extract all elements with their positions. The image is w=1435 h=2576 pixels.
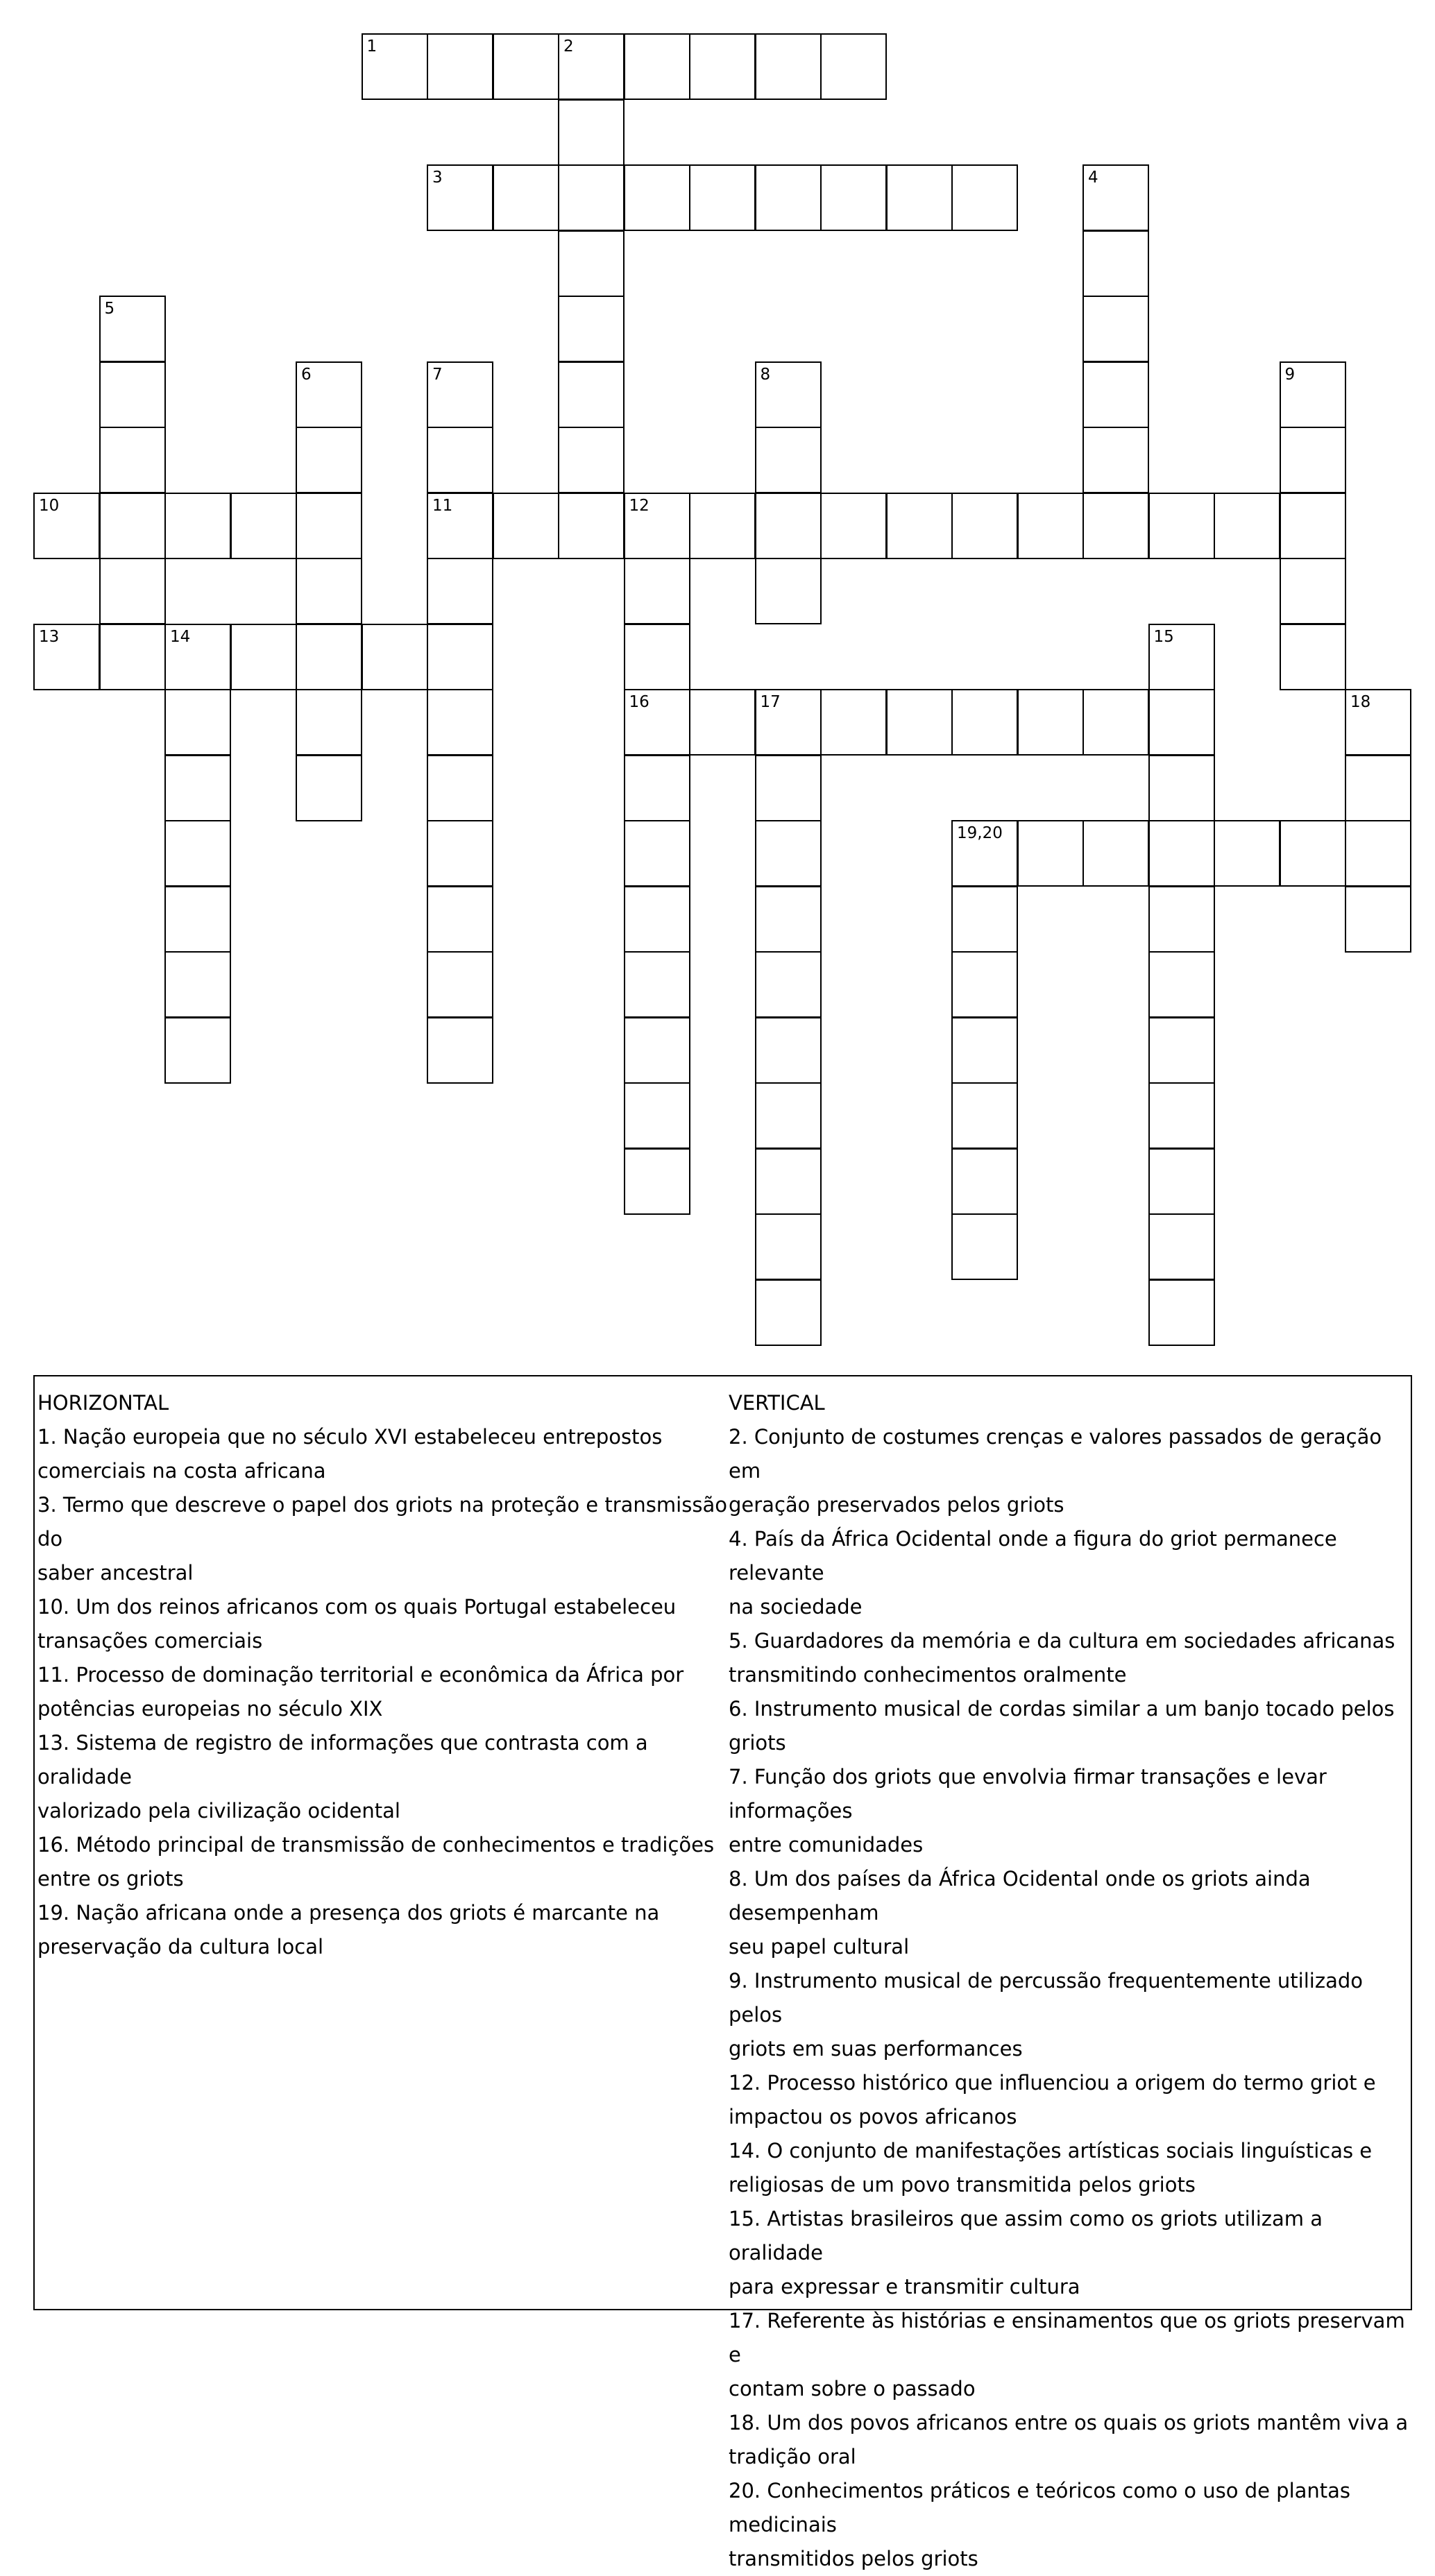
crossword-cell[interactable] — [624, 755, 690, 821]
clue-line: 19. Nação africana onde a presença dos griots é marcante na — [37, 1901, 660, 1925]
clue-line: contam sobre o passado — [729, 2377, 976, 2400]
clue-line: 7. Função dos griots que envolvia firmar transações e levar informações — [729, 1765, 1327, 1823]
crossword-cell[interactable] — [164, 689, 231, 756]
clue-number: 17 — [760, 693, 781, 711]
clue-line: 5. Guardadores da memória e da cultura em sociedades africanas — [729, 1629, 1395, 1653]
crossword-cell[interactable] — [558, 230, 625, 297]
crossword-cell[interactable] — [755, 1017, 822, 1084]
crossword-cell[interactable] — [624, 1082, 690, 1149]
clue-line: 1. Nação europeia que no século XVI estabeleceu entrepostos — [37, 1425, 663, 1449]
crossword-cell[interactable] — [755, 1082, 822, 1149]
crossword-cell[interactable] — [1214, 820, 1280, 887]
vertical-clue — [729, 2066, 1412, 2134]
crossword-cell[interactable] — [33, 624, 100, 690]
crossword-cell[interactable] — [1345, 820, 1411, 887]
crossword-cell[interactable] — [820, 689, 887, 756]
vertical-clue — [729, 1624, 1412, 1692]
clue-number: 16 — [629, 693, 649, 711]
crossword-cell[interactable] — [1148, 1279, 1215, 1346]
horizontal-heading: HORIZONTAL — [37, 1391, 169, 1415]
clue-line: 20. Conhecimentos práticos e teóricos como o uso de plantas medicinais — [729, 2479, 1351, 2536]
crossword-cell[interactable] — [951, 1082, 1018, 1149]
clue-line: 2. Conjunto de costumes crenças e valores passados de geração em — [729, 1425, 1382, 1483]
vertical-heading: VERTICAL — [729, 1391, 825, 1415]
clue-line: entre os griots — [37, 1867, 184, 1891]
crossword-cell[interactable] — [99, 296, 166, 362]
crossword-cell[interactable] — [624, 493, 690, 559]
horizontal-clue — [37, 1658, 731, 1726]
crossword-cell[interactable] — [1148, 624, 1215, 690]
horizontal-clues-column — [37, 1386, 731, 1964]
clue-number: 19,20 — [957, 824, 1003, 842]
clue-line: 9. Instrumento musical de percussão frequentemente utilizado pelos — [729, 1969, 1363, 2027]
crossword-cell[interactable] — [33, 493, 100, 559]
crossword-cell[interactable] — [886, 689, 953, 756]
crossword-cell[interactable] — [558, 296, 625, 362]
crossword-cell[interactable] — [164, 951, 231, 1018]
crossword-cell[interactable] — [558, 99, 625, 166]
clue-number: 12 — [629, 496, 649, 515]
crossword-cell[interactable] — [755, 1279, 822, 1346]
crossword-cell[interactable] — [1148, 1213, 1215, 1280]
crossword-cell[interactable] — [427, 164, 493, 231]
crossword-cell[interactable] — [951, 1017, 1018, 1084]
clue-number: 15 — [1153, 627, 1174, 646]
crossword-cell[interactable] — [886, 493, 953, 559]
clue-number: 18 — [1350, 693, 1371, 711]
crossword-cell[interactable] — [755, 493, 822, 559]
crossword-cell[interactable] — [558, 361, 625, 428]
vertical-clue — [729, 1760, 1412, 1862]
crossword-cell[interactable] — [296, 493, 362, 559]
clue-line: transmitidos pelos griots — [729, 2547, 978, 2570]
clue-line: preservação da cultura local — [37, 1935, 324, 1959]
clue-line: 15. Artistas brasileiros que assim como os griots utilizam a oralidade — [729, 2207, 1323, 2264]
crossword-cell[interactable] — [886, 164, 953, 231]
crossword-cell[interactable] — [755, 361, 822, 428]
clue-line: griots em suas performances — [729, 2037, 1023, 2061]
crossword-cell[interactable] — [624, 33, 690, 100]
crossword-cell[interactable] — [755, 755, 822, 821]
clue-line: 12. Processo histórico que influenciou a origem do termo griot e — [729, 2071, 1376, 2095]
crossword-cell[interactable] — [1280, 493, 1346, 559]
clue-line: 13. Sistema de registro de informações que contrasta com a oralidade — [37, 1731, 648, 1789]
crossword-cell[interactable] — [1148, 820, 1215, 887]
crossword-cell[interactable] — [427, 689, 493, 756]
crossword-cell[interactable] — [427, 820, 493, 887]
crossword-cell[interactable] — [755, 820, 822, 887]
crossword-cell[interactable] — [1017, 820, 1084, 887]
crossword-cell[interactable] — [1082, 296, 1149, 362]
clue-number: 13 — [39, 627, 60, 646]
crossword-cell[interactable] — [755, 1213, 822, 1280]
crossword-cell[interactable] — [1280, 558, 1346, 624]
crossword-cell[interactable] — [164, 886, 231, 953]
crossword-cell[interactable] — [427, 33, 493, 100]
crossword-cell[interactable] — [1280, 427, 1346, 493]
clue-number: 10 — [39, 496, 60, 515]
crossword-cell[interactable] — [951, 1213, 1018, 1280]
crossword-cell[interactable] — [951, 951, 1018, 1018]
crossword-cell[interactable] — [1280, 624, 1346, 690]
crossword-cell[interactable] — [427, 427, 493, 493]
clue-line: entre comunidades — [729, 1833, 924, 1857]
crossword-cell[interactable] — [493, 164, 559, 231]
clue-number: 11 — [432, 496, 453, 515]
crossword-cell[interactable] — [1082, 820, 1149, 887]
crossword-cell[interactable] — [1148, 886, 1215, 953]
crossword-cell[interactable] — [1280, 361, 1346, 428]
horizontal-clue — [37, 1590, 731, 1658]
crossword-cell[interactable] — [755, 886, 822, 953]
crossword-cell[interactable] — [362, 624, 428, 690]
crossword-cell[interactable] — [1148, 951, 1215, 1018]
vertical-clue — [729, 2304, 1412, 2406]
crossword-cell[interactable] — [820, 164, 887, 231]
crossword-cell[interactable] — [624, 1148, 690, 1215]
clue-line: 16. Método principal de transmissão de conhecimentos e tradições — [37, 1833, 715, 1857]
crossword-cell[interactable] — [755, 689, 822, 756]
clue-number: 4 — [1088, 169, 1098, 187]
crossword-cell[interactable] — [99, 558, 166, 624]
crossword-cell[interactable] — [1148, 689, 1215, 756]
clue-number: 2 — [563, 37, 574, 56]
crossword-cell[interactable] — [820, 33, 887, 100]
clue-line: religiosas de um povo transmitida pelos griots — [729, 2173, 1196, 2197]
clue-line: potências europeias no século XIX — [37, 1697, 383, 1721]
clue-number: 14 — [170, 627, 191, 646]
clue-line: para expressar e transmitir cultura — [729, 2275, 1080, 2298]
crossword-cell[interactable] — [755, 33, 822, 100]
clue-line: valorizado pela civilização ocidental — [37, 1799, 400, 1823]
crossword-cell[interactable] — [558, 164, 625, 231]
crossword-cell[interactable] — [427, 493, 493, 559]
crossword-cell[interactable] — [624, 558, 690, 624]
crossword-cell[interactable] — [624, 1017, 690, 1084]
crossword-cell[interactable] — [296, 558, 362, 624]
crossword-cell[interactable] — [1214, 493, 1280, 559]
horizontal-clue — [37, 1420, 731, 1488]
crossword-cell[interactable] — [1082, 689, 1149, 756]
crossword-cell[interactable] — [164, 1017, 231, 1084]
crossword-cell[interactable] — [164, 493, 231, 559]
crossword-cell[interactable] — [689, 493, 756, 559]
crossword-cell[interactable] — [362, 33, 428, 100]
clue-number: 3 — [432, 169, 443, 187]
clue-line: impactou os povos africanos — [729, 2105, 1017, 2129]
crossword-cell[interactable] — [230, 493, 297, 559]
clue-line: tradição oral — [729, 2445, 856, 2468]
crossword-cell[interactable] — [164, 820, 231, 887]
vertical-clues-column — [729, 1386, 1412, 2576]
crossword-cell[interactable] — [427, 755, 493, 821]
vertical-clue — [729, 2406, 1412, 2474]
crossword-cell[interactable] — [755, 951, 822, 1018]
crossword-cell[interactable] — [164, 624, 231, 690]
crossword-cell[interactable] — [558, 427, 625, 493]
clue-number: 9 — [1284, 365, 1296, 384]
crossword-cell[interactable] — [427, 361, 493, 428]
clues-box — [33, 1375, 1412, 2570]
crossword-cell[interactable] — [951, 164, 1018, 231]
crossword-cell[interactable] — [296, 427, 362, 493]
crossword-cell[interactable] — [1345, 755, 1411, 821]
horizontal-clue — [37, 1828, 731, 1896]
crossword-cell[interactable] — [951, 1148, 1018, 1215]
crossword-cell[interactable] — [1345, 886, 1411, 953]
crossword-cell[interactable] — [1017, 689, 1084, 756]
clue-number: 1 — [366, 37, 377, 56]
crossword-cell[interactable] — [624, 886, 690, 953]
crossword-cell[interactable] — [755, 1148, 822, 1215]
crossword-cell[interactable] — [1017, 493, 1084, 559]
crossword-cell[interactable] — [755, 558, 822, 624]
vertical-clue — [729, 1522, 1412, 1624]
clue-line: 18. Um dos povos africanos entre os quais os griots mantêm viva a — [729, 2411, 1409, 2434]
vertical-clue — [729, 2134, 1412, 2202]
clue-line: 6. Instrumento musical de cordas similar a um banjo tocado pelos griots — [729, 1697, 1395, 1755]
crossword-cell[interactable] — [99, 624, 166, 690]
crossword-cell[interactable] — [1082, 427, 1149, 493]
clue-line: transmitindo conhecimentos oralmente — [729, 1663, 1127, 1687]
clue-line: 10. Um dos reinos africanos com os quais Portugal estabeleceu — [37, 1595, 677, 1619]
crossword-cell[interactable] — [624, 624, 690, 690]
crossword-cell[interactable] — [951, 689, 1018, 756]
clue-line: 17. Referente às histórias e ensinamentos que os griots preservam e — [729, 2309, 1405, 2366]
crossword-cell[interactable] — [296, 755, 362, 821]
crossword-cell[interactable] — [296, 624, 362, 690]
crossword-cell[interactable] — [1148, 493, 1215, 559]
clue-line: 11. Processo de dominação territorial e econômica da África por — [37, 1663, 684, 1687]
crossword-cell[interactable] — [624, 689, 690, 756]
crossword-cell[interactable] — [558, 33, 625, 100]
crossword-cell[interactable] — [427, 951, 493, 1018]
crossword-cell[interactable] — [1082, 164, 1149, 231]
crossword-cell[interactable] — [951, 886, 1018, 953]
crossword-cell[interactable] — [624, 951, 690, 1018]
crossword-cell[interactable] — [1082, 230, 1149, 297]
clue-line: 3. Termo que descreve o papel dos griots na proteção e transmissão do — [37, 1493, 727, 1551]
clue-line: transações comerciais — [37, 1629, 263, 1653]
clue-line: na sociedade — [729, 1595, 863, 1619]
clue-line: seu papel cultural — [729, 1935, 910, 1959]
clue-number: 8 — [760, 365, 771, 384]
crossword-cell[interactable] — [689, 164, 756, 231]
crossword-cell[interactable] — [1082, 361, 1149, 428]
crossword-cell[interactable] — [99, 361, 166, 428]
crossword-cell[interactable] — [427, 624, 493, 690]
crossword-cell[interactable] — [820, 493, 887, 559]
crossword-cell[interactable] — [99, 427, 166, 493]
vertical-clue — [729, 1692, 1412, 1760]
horizontal-clue — [37, 1488, 731, 1590]
crossword-cell[interactable] — [493, 33, 559, 100]
clue-line: 14. O conjunto de manifestações artísticas sociais linguísticas e — [729, 2139, 1373, 2163]
crossword-cell[interactable] — [230, 624, 297, 690]
crossword-cell[interactable] — [1280, 820, 1346, 887]
crossword-cell[interactable] — [1148, 755, 1215, 821]
clue-number: 7 — [432, 365, 443, 384]
horizontal-clue — [37, 1726, 731, 1828]
vertical-clue — [729, 1964, 1412, 2066]
clue-line: comerciais na costa africana — [37, 1459, 326, 1483]
crossword-cell[interactable] — [558, 493, 625, 559]
crossword-cell[interactable] — [296, 689, 362, 756]
clue-line: geração preservados pelos griots — [729, 1493, 1064, 1517]
clue-line: 4. País da África Ocidental onde a figura do griot permanece relevante — [729, 1527, 1337, 1585]
clue-number: 5 — [104, 300, 115, 318]
crossword-cell[interactable] — [755, 427, 822, 493]
crossword-cell[interactable] — [427, 558, 493, 624]
vertical-clue — [729, 2202, 1412, 2304]
horizontal-clue — [37, 1896, 731, 1964]
vertical-clue — [729, 1420, 1412, 1522]
crossword-cell[interactable] — [689, 33, 756, 100]
crossword-cell[interactable] — [99, 493, 166, 559]
crossword-cell[interactable] — [427, 886, 493, 953]
crossword-cell[interactable] — [1148, 1017, 1215, 1084]
clue-number: 6 — [301, 365, 312, 384]
vertical-clue — [729, 1862, 1412, 1964]
crossword-cell[interactable] — [164, 755, 231, 821]
crossword-cell[interactable] — [624, 164, 690, 231]
crossword-cell[interactable] — [1082, 493, 1149, 559]
crossword-cell[interactable] — [951, 493, 1018, 559]
crossword-cell[interactable] — [493, 493, 559, 559]
crossword-cell[interactable] — [755, 164, 822, 231]
vertical-clue — [729, 2474, 1412, 2576]
crossword-cell[interactable] — [427, 1017, 493, 1084]
crossword-cell[interactable] — [1345, 689, 1411, 756]
crossword-cell[interactable] — [624, 820, 690, 887]
clue-line: 8. Um dos países da África Ocidental onde os griots ainda desempenham — [729, 1867, 1311, 1925]
crossword-cell[interactable] — [1148, 1148, 1215, 1215]
crossword-cell[interactable] — [951, 820, 1018, 887]
crossword-cell[interactable] — [1148, 1082, 1215, 1149]
clue-line: saber ancestral — [37, 1561, 194, 1585]
crossword-cell[interactable] — [689, 689, 756, 756]
crossword-cell[interactable] — [296, 361, 362, 428]
